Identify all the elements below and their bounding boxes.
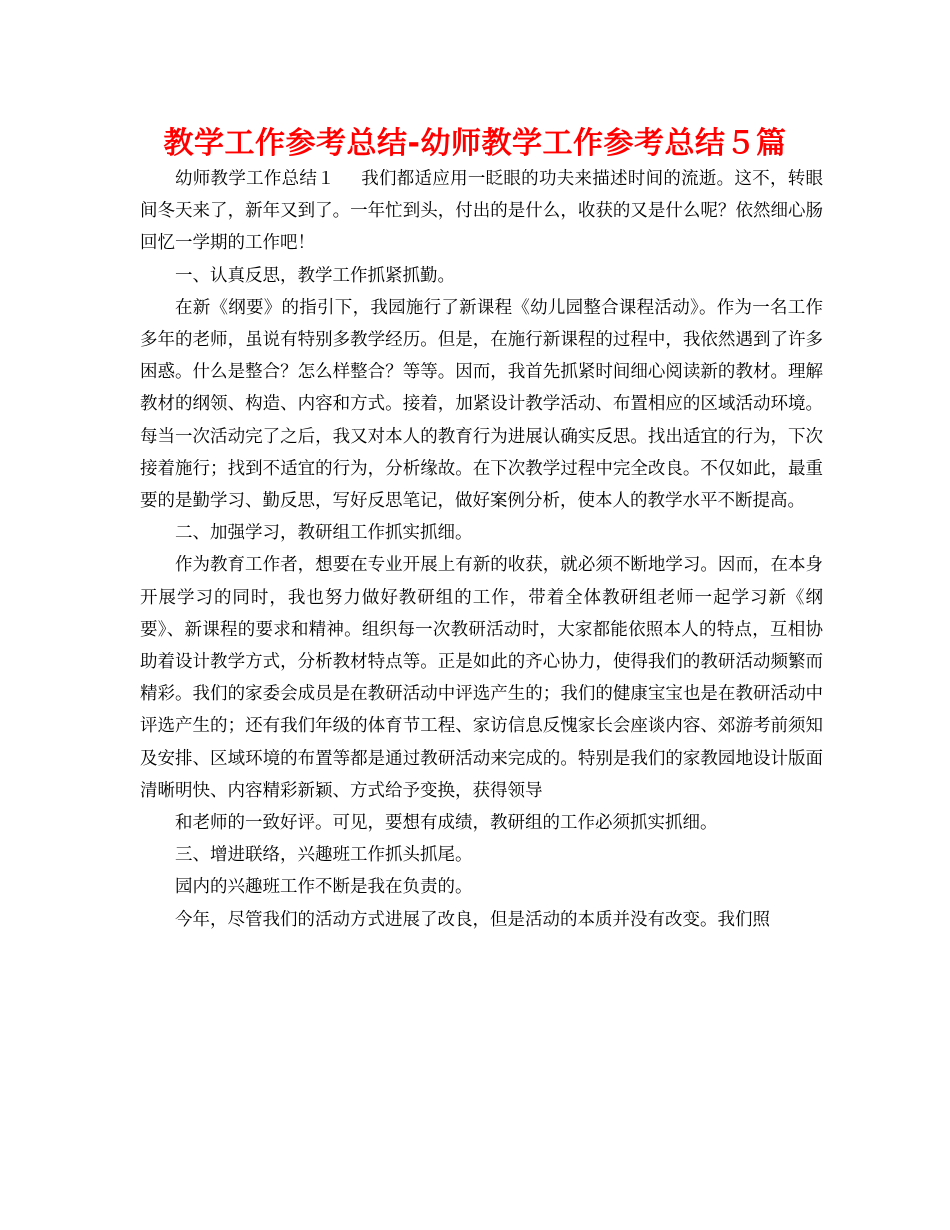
section2-heading: 二、加强学习，教研组工作抓实抓细。 bbox=[175, 523, 473, 544]
document-title: 教学工作参考总结-幼师教学工作参考总结５篇 bbox=[163, 126, 787, 161]
intro-text: 我们都适应用一眨眼的功夫来描述时间的流逝。这不，转眼间冬天来了，新年又到了。一年忙到头，付出的是什么，收获的又是什么呢？依然细心肠回忆一学期的工作吧！ bbox=[140, 169, 824, 254]
section3-paragraph-2: 今年，尽管我们的活动方式进展了改良，但是活动的本质并没有改变。我们照 bbox=[175, 909, 770, 930]
intro-paragraph bbox=[140, 163, 823, 260]
section1-heading: 一、认真反思，教学工作抓紧抓勤。 bbox=[175, 265, 455, 286]
intro-label: 幼师教学工作总结１ bbox=[175, 169, 335, 189]
document-body bbox=[140, 163, 823, 936]
section2-continuation: 和老师的一致好评。可见，要想有成绩，教研组的工作必须抓实抓细。 bbox=[175, 813, 718, 834]
section2-paragraph: 作为教育工作者，想要在专业开展上有新的收获，就必须不断地学习。因而，在本身开展学习的同时，我也努力做好教研组的工作，带着全体教研组老师一起学习新《纲要》、新课程的要求和精神。组织每一次教研活动时，大家都能依照本人的特点，互相协助着设计教学方式，分析教材特点等。正是如此的齐心协力，使得我们的教研活动频繁而精彩。我们的家委会成员是在教研活动中评选产生的；我们的健康宝宝也是在教研活动中评选产生的；还有我们年级的体育节工程、家访信息反愧家长会座谈内容、郊游考前须知及安排、区域环境的布置等都是通过教研活动来完成的。特别是我们的家教园地设计版面清晰明快、内容精彩新颖、方式给予变换，获得领导 bbox=[140, 555, 823, 801]
section3-heading: 三、增进联络，兴趣班工作抓头抓尾。 bbox=[175, 845, 473, 866]
section1-paragraph: 在新《纲要》的指引下，我园施行了新课程《幼儿园整合课程活动》。作为一名工作多年的老师，虽说有特别多教学经历。但是，在施行新课程的过程中，我依然遇到了许多困惑。什么是整合？怎么样整合？等等。因而，我首先抓紧时间细心阅读新的教材。理解教材的纲领、构造、内容和方式。接着，加紧设计教学活动、布置相应的区域活动环境。每当一次活动完了之后，我又对本人的教育行为进展认确实反思。找出适宜的行为，下次接着施行；找到不适宜的行为，分析缘故。在下次教学过程中完全改良。不仅如此，最重要的是勤学习、勤反思，写好反思笔记，做好案例分析，使本人的教学水平不断提高。 bbox=[140, 297, 823, 512]
section3-paragraph-1: 园内的兴趣班工作不断是我在负责的。 bbox=[175, 877, 473, 898]
